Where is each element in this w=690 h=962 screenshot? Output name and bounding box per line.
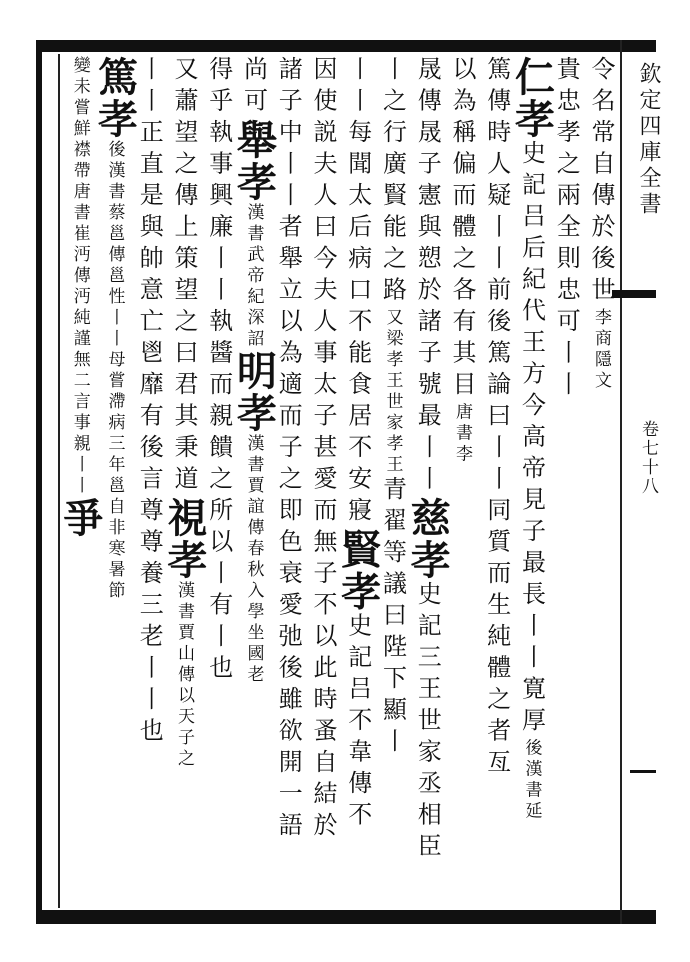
citation-text: 漢書賈山傳以天子之 [174, 581, 194, 770]
body-text: 尊尊養三老丨丨也 [135, 497, 164, 749]
text-column [305, 56, 340, 908]
body-text: 諸子中丨丨者舉立以為適而子之即色衰愛弛後雖欲開一語 [274, 56, 303, 844]
body-text: 又蕭望之傳上策望之曰君其秉道 [170, 56, 198, 497]
body-text: 篤傳時人疑丨丨前後篤論曰丨丨同質而生純體之者亙 [482, 56, 511, 781]
body-text: 丨之行廣賢能之路 [378, 56, 407, 308]
citation-text: 又梁孝王世家孝王 [382, 308, 403, 476]
text-column [404, 56, 452, 908]
volume-number: 卷七十八 [638, 420, 658, 496]
citation-text: 李商隱文 [591, 308, 611, 392]
text-column [479, 56, 514, 908]
entry-heading: 篤孝 [91, 56, 139, 140]
page-border-top [38, 40, 656, 52]
fish-tail-mark [612, 290, 656, 298]
body-text: 以為稱偏而體之各有其目 [448, 56, 476, 403]
fish-tail-mark-lower [630, 770, 656, 773]
text-column [444, 56, 479, 908]
text-column [132, 56, 167, 908]
body-text: 青翟等議曰陛下顯丨 [378, 476, 407, 760]
citation-text: 後漢書延 [521, 738, 542, 823]
text-column [271, 56, 306, 908]
body-text: 史記吕不韋傳不 [343, 612, 372, 833]
text-column [91, 56, 139, 908]
entry-heading: 視孝 [161, 497, 208, 581]
page-border-left [36, 40, 42, 924]
citation-text: 漢書賈誼傳春秋入學坐國老 [243, 434, 264, 686]
body-text: 因使説夫人曰今夫人事太子甚愛而無子不以此時蚤自結於 [309, 56, 337, 844]
text-columns [56, 56, 618, 908]
text-column [583, 56, 618, 908]
citation-text: 變未嘗鮮襟帶唐書崔沔傳沔純謹無二言事親丨丨 [69, 56, 90, 497]
body-text: 史記三王世家丞相臣 [413, 581, 442, 865]
entry-heading: 舉孝 [230, 119, 278, 203]
body-text: 貴忠孝之兩全則忠可丨丨 [552, 56, 581, 403]
body-text: 史記吕后紀代王方今高帝見子最長丨丨寛厚 [517, 140, 546, 739]
citation-text: 漢書武帝紀深詔 [243, 203, 264, 350]
body-text: 執醬而親饋之所以丨有丨也 [204, 308, 233, 686]
book-title: 欽定四庫全書 [636, 62, 661, 218]
text-column [230, 56, 278, 908]
entry-heading: 明孝 [230, 350, 278, 434]
text-column [56, 56, 104, 908]
entry-heading: 慈孝 [404, 497, 452, 581]
text-column [508, 56, 556, 908]
entry-heading: 仁孝 [508, 56, 556, 140]
body-text: 執事興廉丨丨 [204, 119, 233, 308]
page-border-inner [58, 54, 60, 908]
page-border-bottom [38, 910, 656, 924]
entry-heading: 賢孝 [334, 528, 382, 613]
body-text: 尚可 [239, 56, 268, 119]
citation-text: 後漢書蔡邕傳邕性丨丨母嘗滯病三年邕自非寒暑節 [104, 140, 125, 602]
text-column [549, 56, 584, 908]
body-text: 晟傳晟子憲與愬於諸子號最丨丨 [413, 56, 442, 497]
body-text: 丨丨每聞太后病口不能食居不安寢 [343, 56, 372, 529]
text-column [375, 56, 410, 908]
body-text: 丨丨正直是與帥意亡鬯靡有後言 [135, 56, 164, 497]
text-column [161, 56, 208, 908]
text-column [334, 56, 382, 908]
entry-heading: 爭 [56, 497, 104, 539]
body-text: 得乎 [204, 56, 233, 119]
citation-text: 唐書李 [452, 402, 472, 466]
body-text: 令名常自傳於後世 [587, 56, 615, 308]
